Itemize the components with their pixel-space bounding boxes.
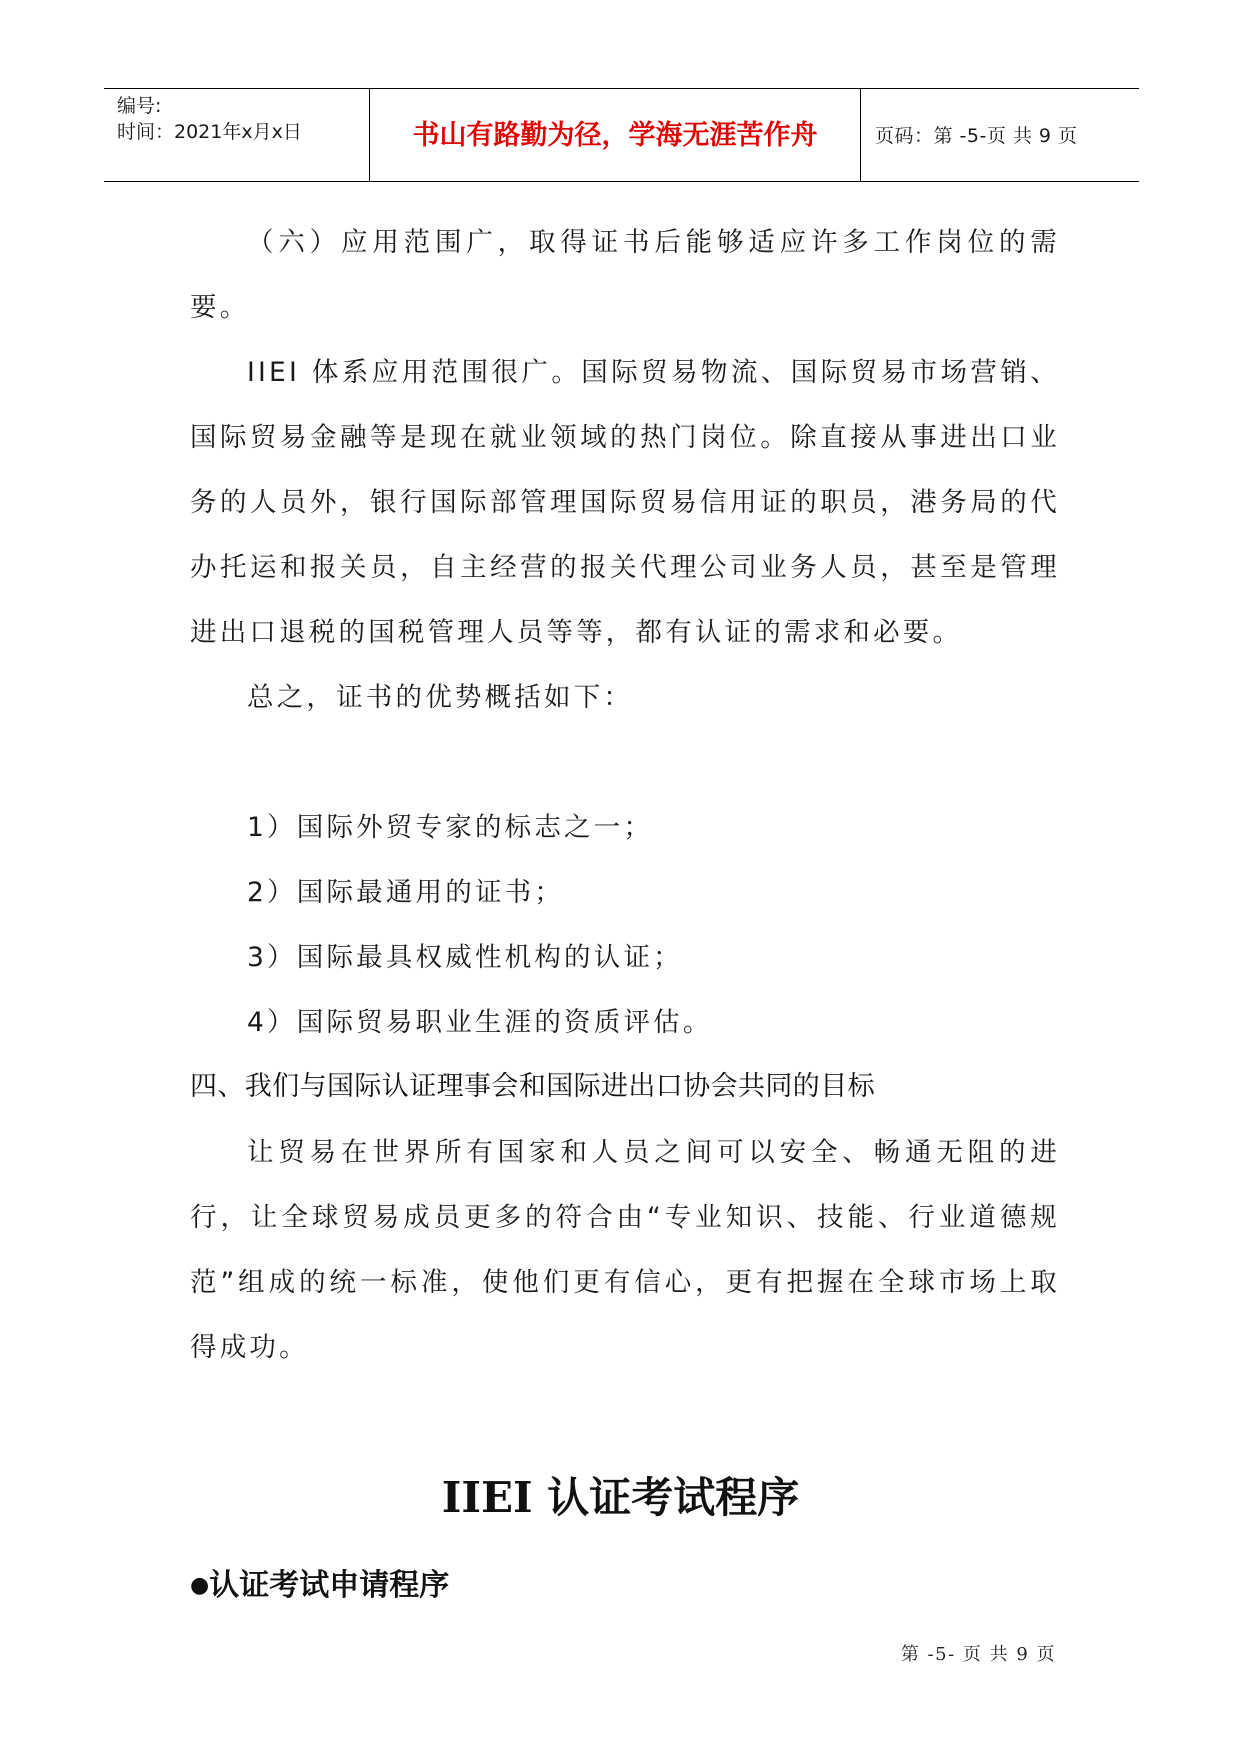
paragraph-application-scope: （六）应用范围广，取得证书后能够适应许多工作岗位的需要。: [190, 227, 1060, 323]
document-date-label: 时间：2021年x月x日: [117, 121, 302, 143]
sub-heading-text: 认证考试申请程序: [209, 1568, 450, 1603]
document-title: IIEI 认证考试程序: [441, 1473, 800, 1522]
section-heading-goals: 四、我们与国际认证理事会和国际进出口协会共同的目标: [190, 1071, 875, 1102]
page-footer: 第 -5- 页 共 9 页: [900, 1644, 1056, 1665]
header-motto: 书山有路勤为径，学海无涯苦作舟: [370, 89, 861, 181]
list-item: 1）国际外贸专家的标志之一；: [247, 812, 654, 843]
paragraph-summary: 总之，证书的优势概括如下：: [247, 682, 634, 713]
header-info-cell: [104, 89, 370, 181]
list-item: 4）国际贸易职业生涯的资质评估。: [247, 1007, 713, 1038]
list-item: 2）国际最通用的证书；: [247, 877, 565, 908]
paragraph-iiei-system: IIEI 体系应用范围很广。国际贸易物流、国际贸易市场营销、国际贸易金融等是现在就业领域的热门岗位。除直接从事进出口业务的人员外，银行国际部管理国际贸易信用证的职员，港务局的代办托运和报关员，自主经营的报关代理公司业务人员，甚至是管理进出口退税的国税管理人员等等，都有认证的需求和必要。: [190, 357, 1060, 648]
sub-heading-application: [190, 1560, 449, 1604]
bullet-icon: ●: [190, 1573, 210, 1598]
advantages-list: [190, 795, 1060, 1055]
document-number-label: 编号:: [117, 95, 162, 117]
paragraph-goals: 让贸易在世界所有国家和人员之间可以安全、畅通无阻的进行，让全球贸易成员更多的符合由“专业知识、技能、行业道德规范”组成的统一标准，使他们更有信心，更有把握在全球市场上取得成功。: [190, 1137, 1060, 1363]
page-header: [104, 88, 1139, 182]
header-page-number: 页码：第 -5-页 共 9 页: [875, 125, 1078, 147]
body-section-goals: [190, 1120, 1060, 1380]
list-item: 3）国际最具权威性机构的认证；: [247, 942, 683, 973]
body-section-intro: [190, 210, 1060, 730]
